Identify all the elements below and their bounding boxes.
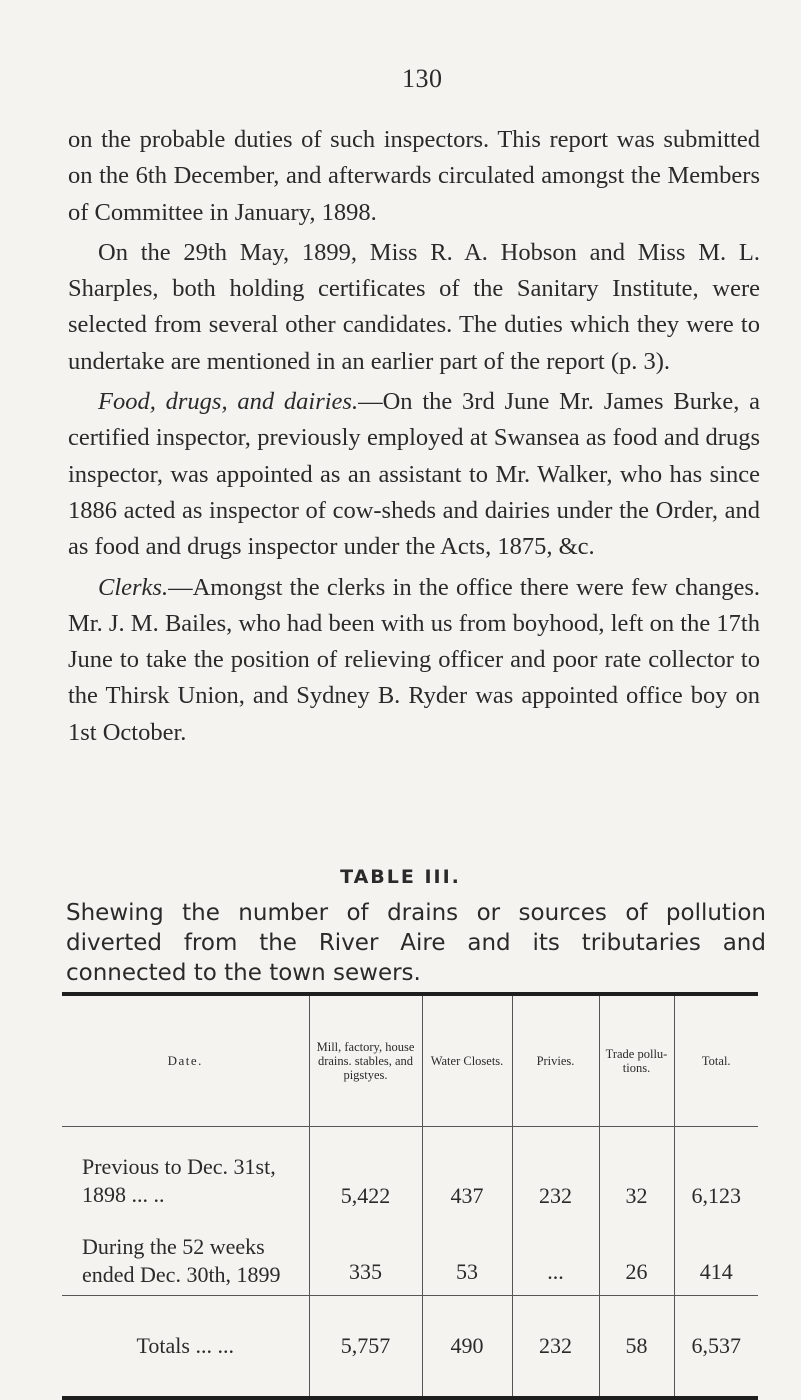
cell-privies: 232 <box>512 1127 599 1214</box>
pollution-table <box>62 992 758 1400</box>
paragraph-food-drugs <box>68 384 760 565</box>
total-trade-pollutions: 58 <box>599 1296 674 1399</box>
paragraph-lady-inspectors: On the 29th May, 1899, Miss R. A. Hobson and Miss M. L. Sharples, both holding certificates of the Sanitary Institute, were selected from several other candidates. The duties which they were to undertake are mentioned in an earlier part of the report (p. 3). <box>68 238 760 375</box>
table-row <box>62 1127 758 1214</box>
cell-privies: ... <box>512 1213 599 1296</box>
column-header-water-closets: Water Closets. <box>422 994 512 1127</box>
row-label: During the 52 weeks ended Dec. 30th, 1899 <box>82 1234 281 1287</box>
food-drugs-text: —On the 3rd June Mr. James Burke, a certified inspector, previously employed at Swansea as food and drugs inspector, was appointed as an assistant to Mr. Walker, who has since 1886 acted as inspector of cow-sheds and dairies under the Order, and as food and drugs inspector under the Acts, 1875, &c. <box>68 388 761 561</box>
paragraph-inspectors-report: on the probable duties of such inspectors. This report was submitted on the 6th December, and afterwards circulated amongst the Members of Committee in January, 1898. <box>68 126 760 226</box>
clerks-text: —Amongst the clerks in the office there were few changes. Mr. J. M. Bailes, who had been with us from boyhood, left on the 17th June to take the position of relieving officer and poor rate collector to the Thirsk Union, and Sydney B. Ryder was appointed office boy on 1st October. <box>68 573 760 746</box>
table-heading: TABLE III. <box>340 866 461 888</box>
row-label: Previous to Dec. 31st, 1898 ... .. <box>82 1154 276 1207</box>
cell-mill-drains: 5,422 <box>309 1127 422 1214</box>
paragraph-clerks <box>68 570 760 751</box>
column-header-mill-drains: Mill, factory, house drains. stables, and pigstyes. <box>309 994 422 1127</box>
cell-water-closets: 53 <box>422 1213 512 1296</box>
food-drugs-heading: Food, drugs, and dairies. <box>98 388 359 416</box>
clerks-heading: Clerks. <box>98 573 169 601</box>
grand-total: 6,537 <box>674 1296 758 1399</box>
body-text <box>68 122 760 751</box>
table-caption: Shewing the number of drains or sources of pollution diverted from the River Aire and its tributaries and connected to the town sewers. <box>66 900 766 986</box>
cell-trade-pollutions: 26 <box>599 1213 674 1296</box>
total-privies: 232 <box>512 1296 599 1399</box>
cell-water-closets: 437 <box>422 1127 512 1214</box>
column-header-date: Date. <box>62 994 309 1127</box>
table-header-row <box>62 994 758 1127</box>
total-water-closets: 490 <box>422 1296 512 1399</box>
cell-trade-pollutions: 32 <box>599 1127 674 1214</box>
total-mill-drains: 5,757 <box>309 1296 422 1399</box>
cell-total: 414 <box>674 1213 758 1296</box>
table-row <box>62 1213 758 1296</box>
totals-row <box>62 1296 758 1399</box>
page-number: 130 <box>402 64 443 93</box>
cell-total: 6,123 <box>674 1127 758 1214</box>
column-header-privies: Privies. <box>512 994 599 1127</box>
column-header-trade-pollutions: Trade pollu-tions. <box>599 994 674 1127</box>
totals-label: Totals ... ... <box>62 1296 309 1399</box>
cell-mill-drains: 335 <box>309 1213 422 1296</box>
column-header-total: Total. <box>674 994 758 1127</box>
